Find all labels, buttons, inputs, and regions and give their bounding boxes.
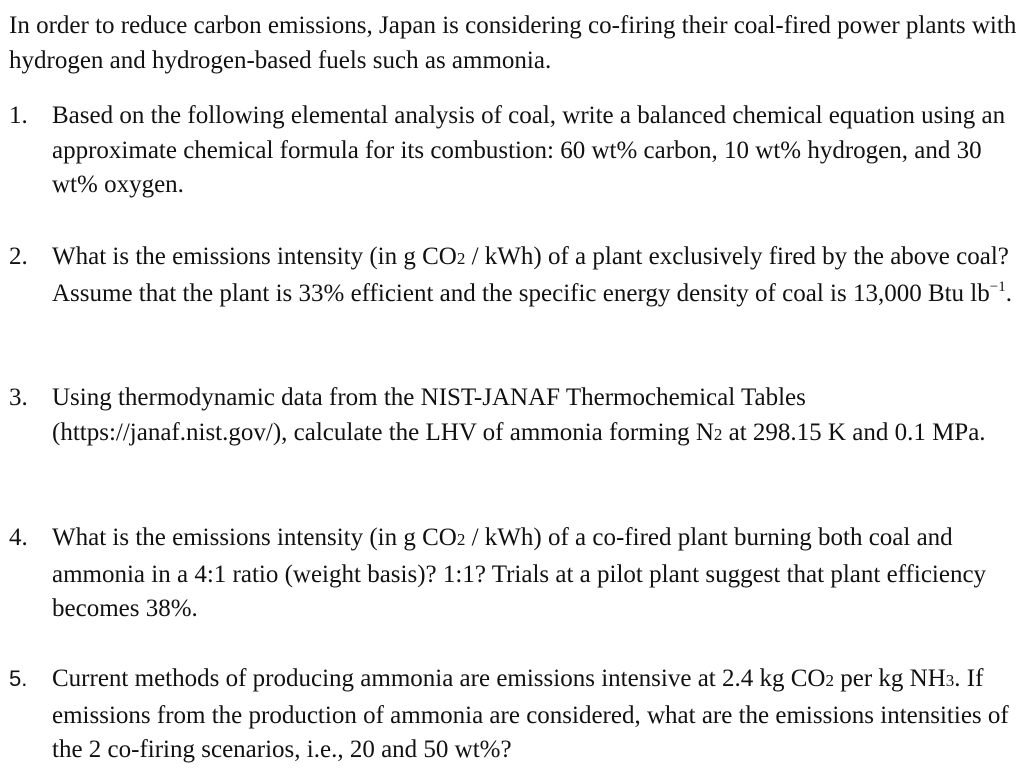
question-number: 2. — [9, 243, 28, 270]
question-2 — [9, 240, 1021, 311]
question-number: 4. — [9, 524, 28, 551]
intro-text: In order to reduce carbon emissions, Japan is considering co-firing their coal-fired power plants with hydrogen and hydrogen-based fuels such as ammonia. — [9, 12, 1017, 74]
question-number: 1. — [9, 102, 28, 129]
question-text: Based on the following elemental analysis of coal, write a balanced chemical equation using an approximate chemical formula for its combustion: 60 wt% carbon, 10 wt% hydrogen, and 30 wt% oxygen. — [52, 102, 1006, 198]
question-5 — [9, 662, 1021, 768]
question-text: Using thermodynamic data from the NIST-JANAF Thermochemical Tables (https://janaf.nist.gov/), calculate the LHV of ammonia forming N2 at 298.15 K and 0.1 MPa. — [52, 384, 986, 446]
question-number: 5. — [9, 666, 28, 691]
question-4 — [9, 521, 1021, 627]
intro-paragraph — [9, 9, 1019, 78]
question-3 — [9, 381, 1021, 452]
question-number: 3. — [9, 384, 28, 411]
question-text: What is the emissions intensity (in g CO2 / kWh) of a plant exclusively fired by the above coal? Assume that the plant is 33% efficient and the specific energy density of coal is 13,000 Btu $lb^{-1}$. — [52, 243, 1012, 307]
question-text: What is the emissions intensity (in g CO2 / kWh) of a co-fired plant burning both coal and ammonia in a 4:1 ratio (weight basis)? 1:1? Trials at a pilot plant suggest that plant efficiency becomes 38%. — [52, 524, 987, 622]
question-1 — [9, 99, 1021, 203]
question-text: Current methods of producing ammonia are emissions intensive at 2.4 kg CO2 per kg NH3. If emissions from the production of ammonia are considered, what are the emissions intensities of the 2 co-firing scenarios, i.e., 20 and 50 wt%? — [52, 665, 1009, 763]
